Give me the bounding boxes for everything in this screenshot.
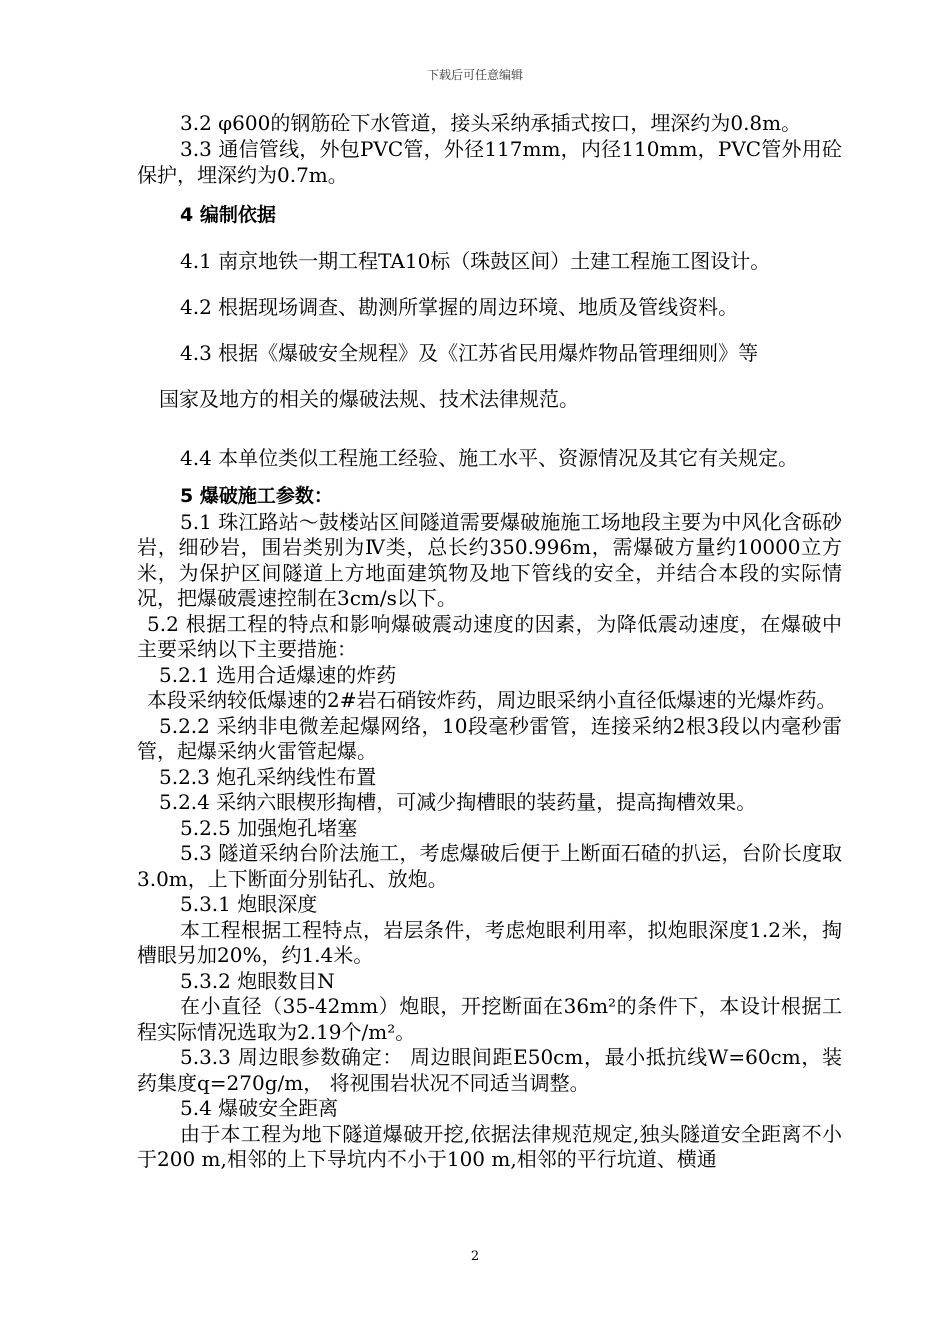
paragraph-4-3: 4.3 根据《爆破安全规程》及《江苏省民用爆炸物品管理细则》等	[180, 341, 759, 365]
paragraph-4-1: 4.1 南京地铁一期工程TA10标（珠鼓区间）土建工程施工图设计。	[180, 249, 771, 273]
page-header: 下载后可任意编辑	[426, 68, 523, 82]
page-number: 2	[470, 1249, 480, 1264]
paragraph-5-3-2-body: 在小直径（35-42mm）炮眼，开挖断面在36m²的条件下，本设计根据工程实际情况选取为2.19个/m²。	[137, 994, 842, 1044]
paragraph-5-2-5: 5.2.5 加强炮孔堵塞	[180, 815, 358, 840]
paragraph-5-2-1: 5.2.1 选用合适爆速的炸药	[159, 662, 397, 687]
paragraph-5-3-3: 5.3.3 周边眼参数确定： 周边眼间距E50cm，最小抵抗线W=60cm，装药集度q=270g/m， 将视围岩状况不同适当调整。	[137, 1045, 842, 1095]
paragraph-4-4: 4.4 本单位类似工程施工经验、施工水平、资源情况及其它有关规定。	[180, 446, 799, 470]
paragraph-3-3: 3.3 通信管线，外包PVC管，外径117mm，内径110mm，PVC管外用砼保护，埋深约为0.7m。	[137, 137, 842, 187]
paragraph-5-1: 5.1 珠江路站～鼓楼站区间隧道需要爆破施施工场地段主要为中风化含砾砂岩，细砂岩，围岩类别为Ⅳ类，总长约350.996m，需爆破方量约10000立方米，为保护区间隧道上方地面建筑物及地下管线的安全，并结合本段的实际情况，把爆破震速控制在3cm/s以下。	[137, 509, 842, 610]
document-body	[137, 110, 842, 1173]
paragraph-5-3: 5.3 隧道采纳台阶法施工，考虑爆破后便于上断面石碴的扒运，台阶长度取3.0m，上下断面分别钻孔、放炮。	[137, 841, 842, 891]
paragraph-5-3-1-body: 本工程根据工程特点，岩层条件，考虑炮眼利用率，拟炮眼深度1.2米，掏槽眼另加20%，约1.4米。	[137, 917, 842, 967]
paragraph-4-3-continued: 国家及地方的相关的爆破法规、技术法律规范。	[159, 387, 579, 411]
paragraph-4-2: 4.2 根据现场调查、勘测所掌握的周边环境、地质及管线资料。	[180, 295, 739, 319]
paragraph-5-3-2: 5.3.2 炮眼数目N	[180, 968, 335, 993]
section-heading-4: 4 编制依据	[180, 204, 276, 226]
paragraph-5-2-2: 5.2.2 采纳非电微差起爆网络，10段毫秒雷管，连接采纳2根3段以内毫秒雷管，起爆采纳火雷管起爆。	[137, 713, 842, 763]
paragraph-5-3-1: 5.3.1 炮眼深度	[180, 892, 318, 916]
section-heading-5: 5 爆破施工参数：	[180, 485, 333, 507]
paragraph-5-2-3: 5.2.3 炮孔采纳线性布置	[159, 764, 377, 789]
paragraph-3-2: 3.2 φ600的钢筋砼下水管道，接头采纳承插式按口，埋深约为0.8m。	[180, 111, 802, 135]
paragraph-5-2-1-body: 本段采纳较低爆速的2#岩石硝铵炸药，周边眼采纳小直径低爆速的光爆炸药。	[147, 688, 837, 712]
paragraph-5-2-4: 5.2.4 采纳六眼楔形掏槽，可减少掏槽眼的装药量，提高掏槽效果。	[159, 790, 757, 814]
paragraph-5-4-body: 由于本工程为地下隧道爆破开挖,依据法律规范规定,独头隧道安全距离不小于200 m,相邻的上下导坑内不小于100 m,相邻的平行坑道、横通	[137, 1121, 842, 1171]
paragraph-5-4: 5.4 爆破安全距离	[180, 1096, 339, 1120]
paragraph-5-2: 5.2 根据工程的特点和影响爆破震动速度的因素，为降低震动速度，在爆破中主要采纳以下主要措施：	[137, 611, 842, 661]
